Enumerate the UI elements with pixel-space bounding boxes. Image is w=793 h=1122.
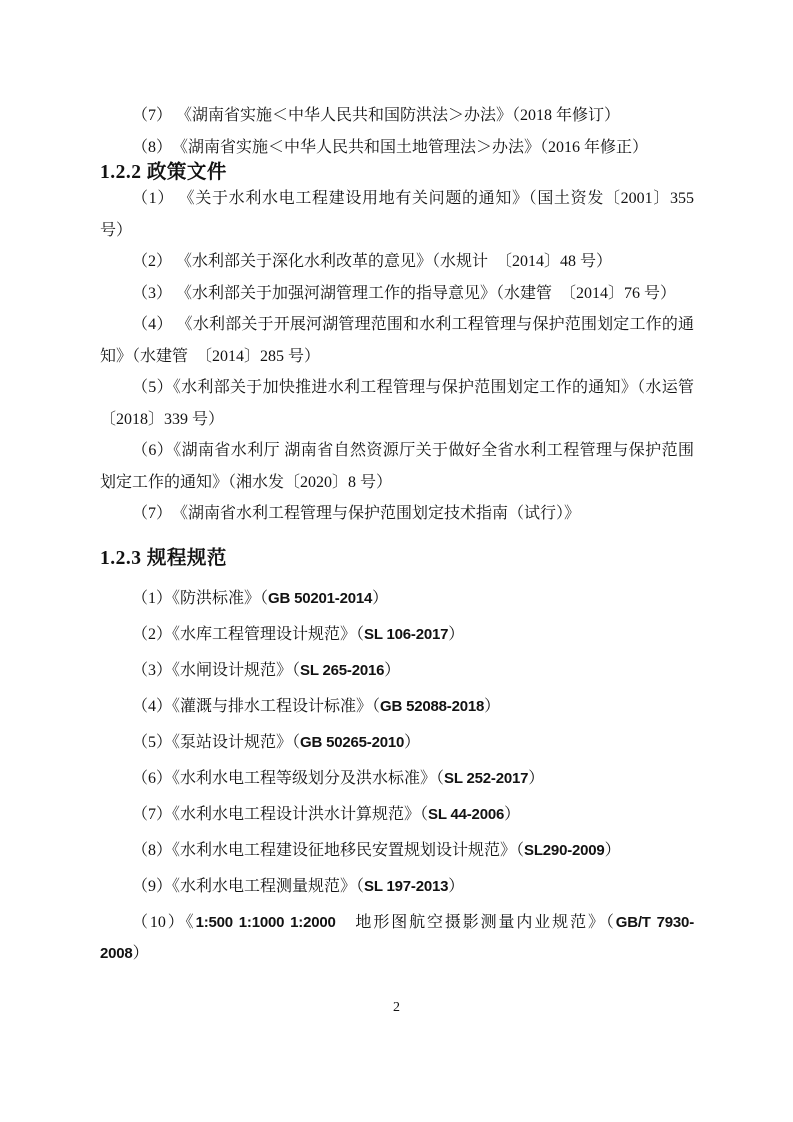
- standard-code: SL 197-2013: [364, 877, 449, 895]
- map-scale-text: 1:500 1:1000 1:2000: [195, 913, 336, 931]
- standard-item-text: （2）《水库工程管理设计规范》（: [132, 625, 365, 643]
- closing-paren: ）: [404, 733, 421, 751]
- section-heading-1-2-2: 1.2.2 政策文件: [100, 162, 227, 183]
- standard-item-8: [100, 835, 694, 867]
- standard-item-text: （10）《: [132, 913, 196, 931]
- standard-item-5: [100, 727, 694, 759]
- standard-item-10: [100, 907, 694, 970]
- standard-item-6: [100, 763, 694, 795]
- standard-item-text: （5）《泵站设计规范》（: [132, 733, 301, 751]
- closing-paren: ）: [384, 661, 401, 679]
- policy-item-5: （5）《水利部关于加快推进水利工程管理与保护范围划定工作的通知》（水运管 〔2018〕339 号）: [100, 379, 711, 428]
- page-number: 2: [393, 1000, 400, 1015]
- standard-item-1: [100, 583, 694, 615]
- standard-item-text: 地形图航空摄影测量内业规范》（: [335, 913, 616, 931]
- standard-item-text: （6）《水利水电工程等级划分及洪水标准》（: [132, 769, 445, 787]
- standard-item-7: [100, 799, 694, 831]
- closing-paren: ）: [372, 589, 389, 607]
- standard-code: SL 265-2016: [300, 661, 385, 679]
- reference-item-prev-8: （8） 《湖南省实施＜中华人民共和国土地管理法＞办法》（2016 年修正）: [132, 138, 649, 156]
- standard-code: GB 52088-2018: [380, 697, 485, 715]
- closing-paren: ）: [448, 625, 465, 643]
- standard-item-text: （3）《水闸设计规范》（: [132, 661, 301, 679]
- standard-code: GB 50201-2014: [268, 589, 373, 607]
- policy-item-7: （7） 《湖南省水利工程管理与保护范围划定技术指南（试行）》: [132, 505, 581, 522]
- standard-code: SL 106-2017: [364, 625, 449, 643]
- closing-paren: ）: [504, 805, 521, 823]
- standard-item-text: （1）《防洪标准》（: [132, 589, 269, 607]
- closing-paren: ）: [528, 769, 545, 787]
- standard-code: SL290-2009: [524, 841, 605, 859]
- reference-item-prev-7: （7） 《湖南省实施＜中华人民共和国防洪法＞办法》（2018 年修订）: [132, 107, 621, 124]
- section-heading-1-2-3: 1.2.3 规程规范: [100, 547, 227, 569]
- policy-item-3: （3） 《水利部关于加强河湖管理工作的指导意见》（水建管 〔2014〕76 号）: [132, 284, 677, 302]
- policy-item-2: （2） 《水利部关于深化水利改革的意见》（水规计 〔2014〕48 号）: [132, 253, 613, 270]
- standard-item-text: （4）《灌溉与排水工程设计标准》（: [132, 697, 381, 715]
- closing-paren: ）: [604, 841, 621, 859]
- standard-item-4: [100, 691, 694, 723]
- standard-item-text: （8）《水利水电工程建设征地移民安置规划设计规范》（: [132, 841, 525, 859]
- policy-item-4: （4） 《水利部关于开展河湖管理范围和水利工程管理与保护范围划定工作的通知》（水建管 〔2014〕285 号）: [100, 316, 694, 365]
- policy-item-6: （6）《湖南省水利厅 湖南省自然资源厅关于做好全省水利工程管理与保护范围划定工作的通知》（湘水发〔2020〕8 号）: [100, 442, 694, 491]
- policy-item-1: （1） 《关于水利水电工程建设用地有关问题的通知》（国土资发〔2001〕355 号）: [100, 190, 694, 239]
- closing-paren: ）: [484, 697, 501, 715]
- closing-paren: ）: [132, 945, 149, 962]
- closing-paren: ）: [448, 877, 465, 895]
- standard-item-text: （7）《水利水电工程设计洪水计算规范》（: [132, 805, 429, 823]
- standard-code: SL 252-2017: [444, 769, 529, 787]
- standard-item-9: [100, 871, 694, 903]
- standard-item-text: （9）《水利水电工程测量规范》（: [132, 877, 365, 895]
- standard-code: GB/T 7930-2008: [100, 913, 694, 962]
- document-content: [100, 100, 711, 974]
- standard-code: SL 44-2006: [428, 805, 505, 823]
- standard-code: GB 50265-2010: [300, 733, 405, 751]
- standard-item-2: [100, 619, 694, 651]
- standard-item-3: [100, 655, 694, 687]
